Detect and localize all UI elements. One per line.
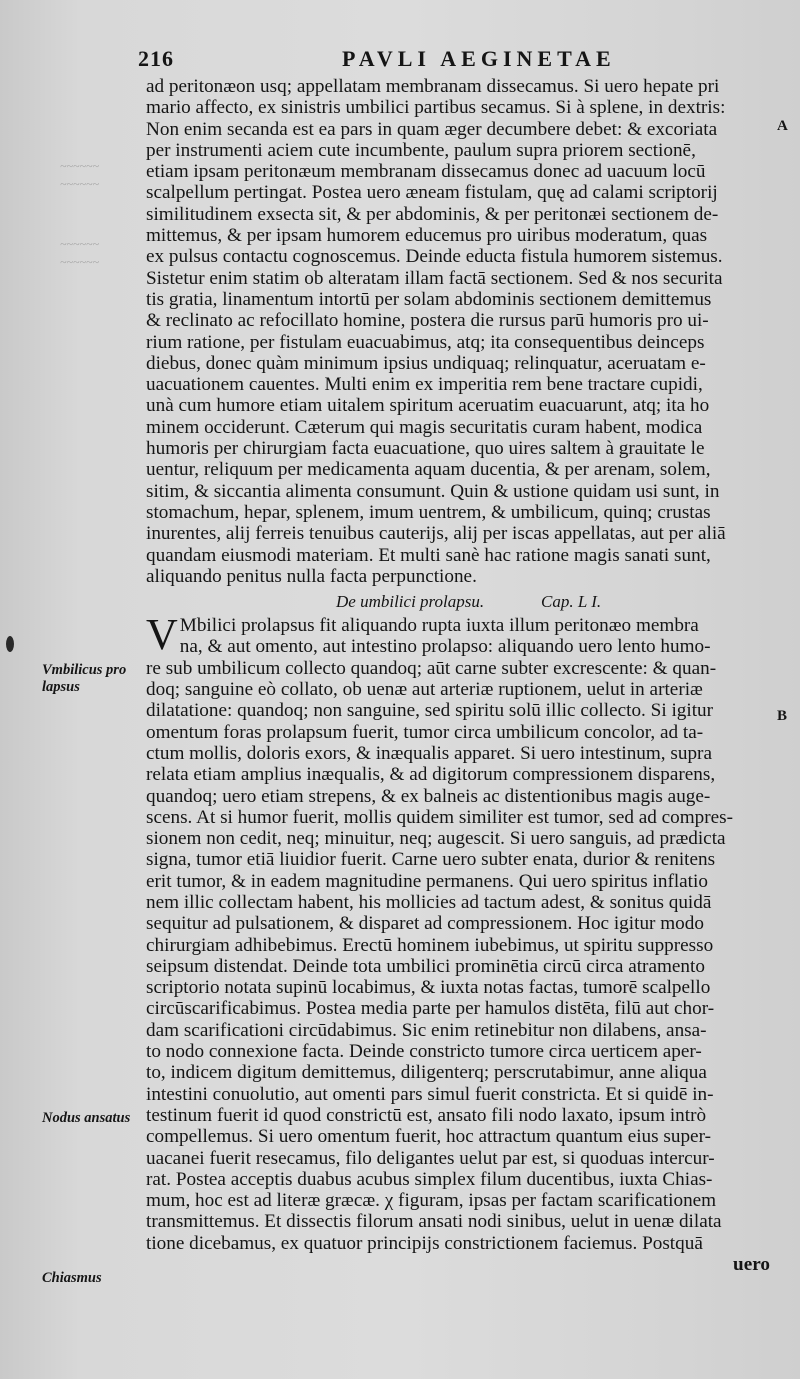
- text-line: intestini conuolutio, aut omenti pars simul fuerit constricta. Et si quidē in-: [146, 1083, 714, 1105]
- text-line: scens. At si humor fuerit, mollis quidem similiter est tumor, sed ad compres-: [146, 806, 734, 828]
- margin-note-line: Vmbilicus pro: [42, 662, 127, 678]
- text-line: humoris per chirurgiam facta euacuatione, quo uires saltem à grauitate le: [146, 438, 705, 460]
- text-line: to, indicem digitum demittemus, diligenterq; perscrutabimur, anne aliqua: [146, 1062, 707, 1084]
- page-number: 216: [138, 46, 174, 71]
- text-line: relata etiam amplius inæqualis, & ad digitorum compressionem disparens,: [146, 764, 716, 786]
- margin-letter-b: B: [777, 708, 788, 724]
- text-line: & reclinato ac refocillato homine, postera die rursus parū humoris pro ui-: [146, 310, 709, 332]
- chapter-text: [146, 658, 770, 1254]
- text-line: transmittemus. Et dissectis filorum ansati nodi sinibus, uelut in uenæ dilata: [146, 1211, 722, 1233]
- text-line: seipsum distendat. Deinde tota umbilici prominētia circū circa atramento: [146, 955, 705, 977]
- text-line: ex pulsus contactu cognoscemus. Deinde educta fistula humorem sistemus.: [146, 246, 723, 268]
- text-line: mum, hoc est ad literæ græcæ. χ figuram, ipsas per factam scarificationem: [146, 1190, 717, 1212]
- text-line: similitudinem exsecta sit, & per abdominis, & per peritonæi sectionem de-: [146, 203, 719, 225]
- text-line: unà cum humore etiam uitalem spiritum aceruatim euacuarunt, atq; ita ho: [146, 395, 710, 417]
- catchword: uero: [733, 1254, 770, 1276]
- show-through-text: ~~~~~~: [60, 177, 99, 191]
- show-through-text: ~~~~~~: [60, 159, 99, 173]
- text-line: tione dicebamus, ex quatuor principijs constrictionem faciemus. Postquā: [146, 1232, 703, 1254]
- text-line: aliquando penitus nulla facta perpunctione.: [146, 565, 477, 587]
- text-line: rat. Postea acceptis duabus acubus simplex filum ducentibus, iuxta Chias-: [146, 1168, 713, 1190]
- text-line: dam scarificationi circūdabimus. Sic enim retinebitur non dilabens, ansa-: [146, 1019, 707, 1041]
- running-head: PAVLI AEGINETAE: [342, 46, 616, 71]
- text-line: uacanei fuerit resecamus, filo deligantes uelut par est, si quoduas intercur-: [146, 1147, 715, 1169]
- text-line: omentum foras prolapsum fuerit, tumor circa umbilicum concolor, ad ta-: [146, 721, 704, 743]
- chapter-heading: [146, 587, 770, 615]
- text-line: nem illic collectam habent, his mollicies ad tactum adest, & sonitus quidā: [146, 891, 712, 913]
- text-line: Mbilici prolapsus fit aliquando rupta iuxta illum peritonæo membra: [179, 615, 699, 637]
- margin-note-umbilicus: [42, 662, 142, 696]
- text-line: compellemus. Si uero omentum fuerit, hoc attractum quantum eius super-: [146, 1126, 711, 1148]
- text-line: ctum mollis, doloris exors, & inæqualis apparet. Si uero intestinum, supra: [146, 742, 712, 764]
- chapter-opening: [146, 615, 770, 658]
- text-line: uentur, reliquum per medicamenta aquam ducentia, & per arenam, solem,: [146, 459, 711, 481]
- show-through-text: ~~~~~~: [60, 237, 99, 251]
- text-line: quandam eiusmodi materiam. Et multi sanè hac ratione magis sanati sunt,: [146, 544, 711, 566]
- text-line: inurentes, alij ferreis tenuibus cauterijs, alij per iscas appellatas, aut per aliā: [146, 523, 726, 545]
- text-line: sequitur ad pulsationem, & disparet ad compressionem. Hoc igitur modo: [146, 913, 704, 935]
- text-line: signa, tumor etiā liuidior fuerit. Carne uero subter enata, durior & renitens: [146, 849, 716, 871]
- text-line: sionem non cedit, neq; minuitur, neq; augescit. Si uero sanguis, ad prædicta: [146, 828, 726, 850]
- text-line: stomachum, hepar, splenem, imum uentrem, & umbilicum, quinq; crustas: [146, 501, 711, 523]
- text-line: na, & aut omento, aut intestino prolapso: aliquando uero lento humo-: [179, 636, 711, 658]
- text-line: per instrumenti aciem cute incumbente, paulum supra priorem sectionē,: [146, 139, 696, 161]
- ink-blot: [6, 636, 14, 652]
- text-line: circūscarificabimus. Postea media parte per hamulos distēta, filū aut chor-: [146, 998, 715, 1020]
- text-line: ad peritonæon usq; appellatam membranam dissecamus. Si uero hepate pri: [146, 76, 720, 97]
- text-line: tis gratia, linamentum intortū per solam abdominis sectionem demittemus: [146, 288, 712, 310]
- text-line: mittemus, & per ipsam humorem educemus pro uiribus moderatum, quas: [146, 225, 708, 247]
- text-line: Sistetur enim statim ob alteratam illam factā sectionem. Sed & nos securita: [146, 267, 723, 289]
- margin-letter-a: A: [777, 118, 788, 134]
- text-line: scalpellum pertingat. Postea uero æneam fistulam, quę ad calami scriptorij: [146, 182, 718, 204]
- text-line: dilatatione: quandoq; non sanguine, sed spiritu solū illic collecto. Si igitur: [146, 700, 714, 722]
- text-line: sitim, & siccantia alimenta consumunt. Quin & ustione quidam usi sunt, in: [146, 480, 720, 502]
- main-text-block: [146, 76, 770, 1275]
- page-header: [0, 46, 800, 80]
- text-line: to nodo connexione facta. Deinde constricto tumore circa uerticem aper-: [146, 1041, 702, 1063]
- text-line: scriptorio notata supinū locabimus, & iuxta notas factas, tumorē scalpello: [146, 977, 711, 999]
- text-line: erit tumor, & in eadem magnitudine permanens. Qui uero spiritus inflatio: [146, 870, 708, 892]
- margin-note-chiasmus: Chiasmus: [42, 1270, 102, 1286]
- text-line: mario affecto, ex sinistris umbilici partibus secamus. Si à splene, in dextris:: [146, 97, 726, 119]
- text-line: uacuationem cauentes. Multi enim ex imperitia rem bene tractare cupidi,: [146, 374, 703, 396]
- text-line: etiam ipsam peritonæum membranam dissecamus donec ad uacuum locū: [146, 161, 706, 183]
- text-line: minem occiderunt. Cæterum qui magis securitatis curam habent, modica: [146, 416, 703, 438]
- text-line: Non enim secanda est ea pars in quam æger decumbere debet: & excoriata: [146, 118, 718, 140]
- drop-cap: V: [146, 615, 178, 658]
- chapter-title: De umbilici prolapsu.: [336, 592, 485, 612]
- chapter-number: Cap. L I.: [541, 592, 602, 612]
- margin-note-nodus: Nodus ansatus: [42, 1110, 131, 1126]
- text-line: diebus, donec quàm minimum ipsius undiquaq; relinquatur, aceruatam e-: [146, 352, 706, 374]
- text-line: chirurgiam adhibebimus. Erectū hominem iubebimus, ut spiritu suppresso: [146, 934, 714, 956]
- paragraph-continued: [146, 76, 770, 587]
- text-line: re sub umbilicum collecto quandoq; aūt carne subter excrescente: & quan-: [146, 657, 717, 679]
- text-line: doq; sanguine eò collato, ob uenæ aut arteriæ ruptionem, uelut in arteriæ: [146, 679, 703, 701]
- show-through-text: ~~~~~~: [60, 255, 99, 269]
- text-line: rium ratione, per fistulam euacuabimus, atq; ita consequentibus deinceps: [146, 331, 705, 353]
- margin-note-line: lapsus: [42, 679, 80, 695]
- text-line: testinum fuerit id quod constrictū est, ansato fili nodo laxato, ipsum intrò: [146, 1104, 707, 1126]
- text-line: quandoq; uero etiam strepens, & ex balneis ac distentionibus magis auge-: [146, 785, 711, 807]
